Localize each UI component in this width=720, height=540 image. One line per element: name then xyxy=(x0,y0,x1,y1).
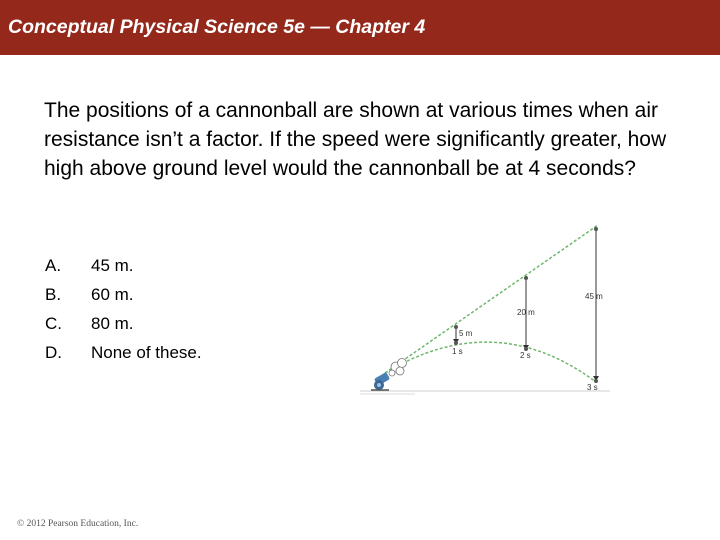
ball-straight-1s xyxy=(454,325,458,329)
copyright-notice: © 2012 Pearson Education, Inc. xyxy=(17,519,139,529)
answer-letter: C. xyxy=(45,314,62,333)
drop-label-20m: 20 m xyxy=(517,308,535,317)
answer-letter: B. xyxy=(45,285,62,304)
slide-title: Conceptual Physical Science 5e — Chapter 4 xyxy=(8,16,426,38)
ball-curve-1s xyxy=(454,341,458,345)
answer-text: 80 m. xyxy=(91,314,134,333)
slide-header xyxy=(0,0,720,55)
answer-option-d xyxy=(45,338,202,367)
answer-letter: A. xyxy=(45,256,62,275)
drop-label-45m: 45 m xyxy=(585,292,603,301)
time-label-1s: 1 s xyxy=(452,347,463,356)
time-label-3s: 3 s xyxy=(587,383,598,392)
answer-text: 60 m. xyxy=(91,285,134,304)
answer-letter: D. xyxy=(45,343,62,362)
ball-straight-2s xyxy=(524,276,528,280)
answer-option-b xyxy=(45,280,202,309)
time-label-2s: 2 s xyxy=(520,351,531,360)
answer-text: 45 m. xyxy=(91,256,134,275)
question-text: The positions of a cannonball are shown at various times when air resistance isn’t a factor. If the speed were significantly greater, how high above ground level would the cannonball be at 4 seconds? xyxy=(44,99,667,180)
answer-list xyxy=(45,251,202,367)
projectile-path xyxy=(385,342,596,382)
ball-straight-3s xyxy=(594,227,598,231)
answer-text: None of these. xyxy=(91,343,202,362)
smoke-cloud-icon xyxy=(389,359,407,377)
answer-option-c xyxy=(45,309,202,338)
cannon-icon xyxy=(371,372,390,390)
straight-line-path xyxy=(385,225,598,373)
drop-label-5m: 5 m xyxy=(459,329,473,338)
answer-option-a xyxy=(45,251,202,280)
projectile-diagram xyxy=(355,215,615,400)
